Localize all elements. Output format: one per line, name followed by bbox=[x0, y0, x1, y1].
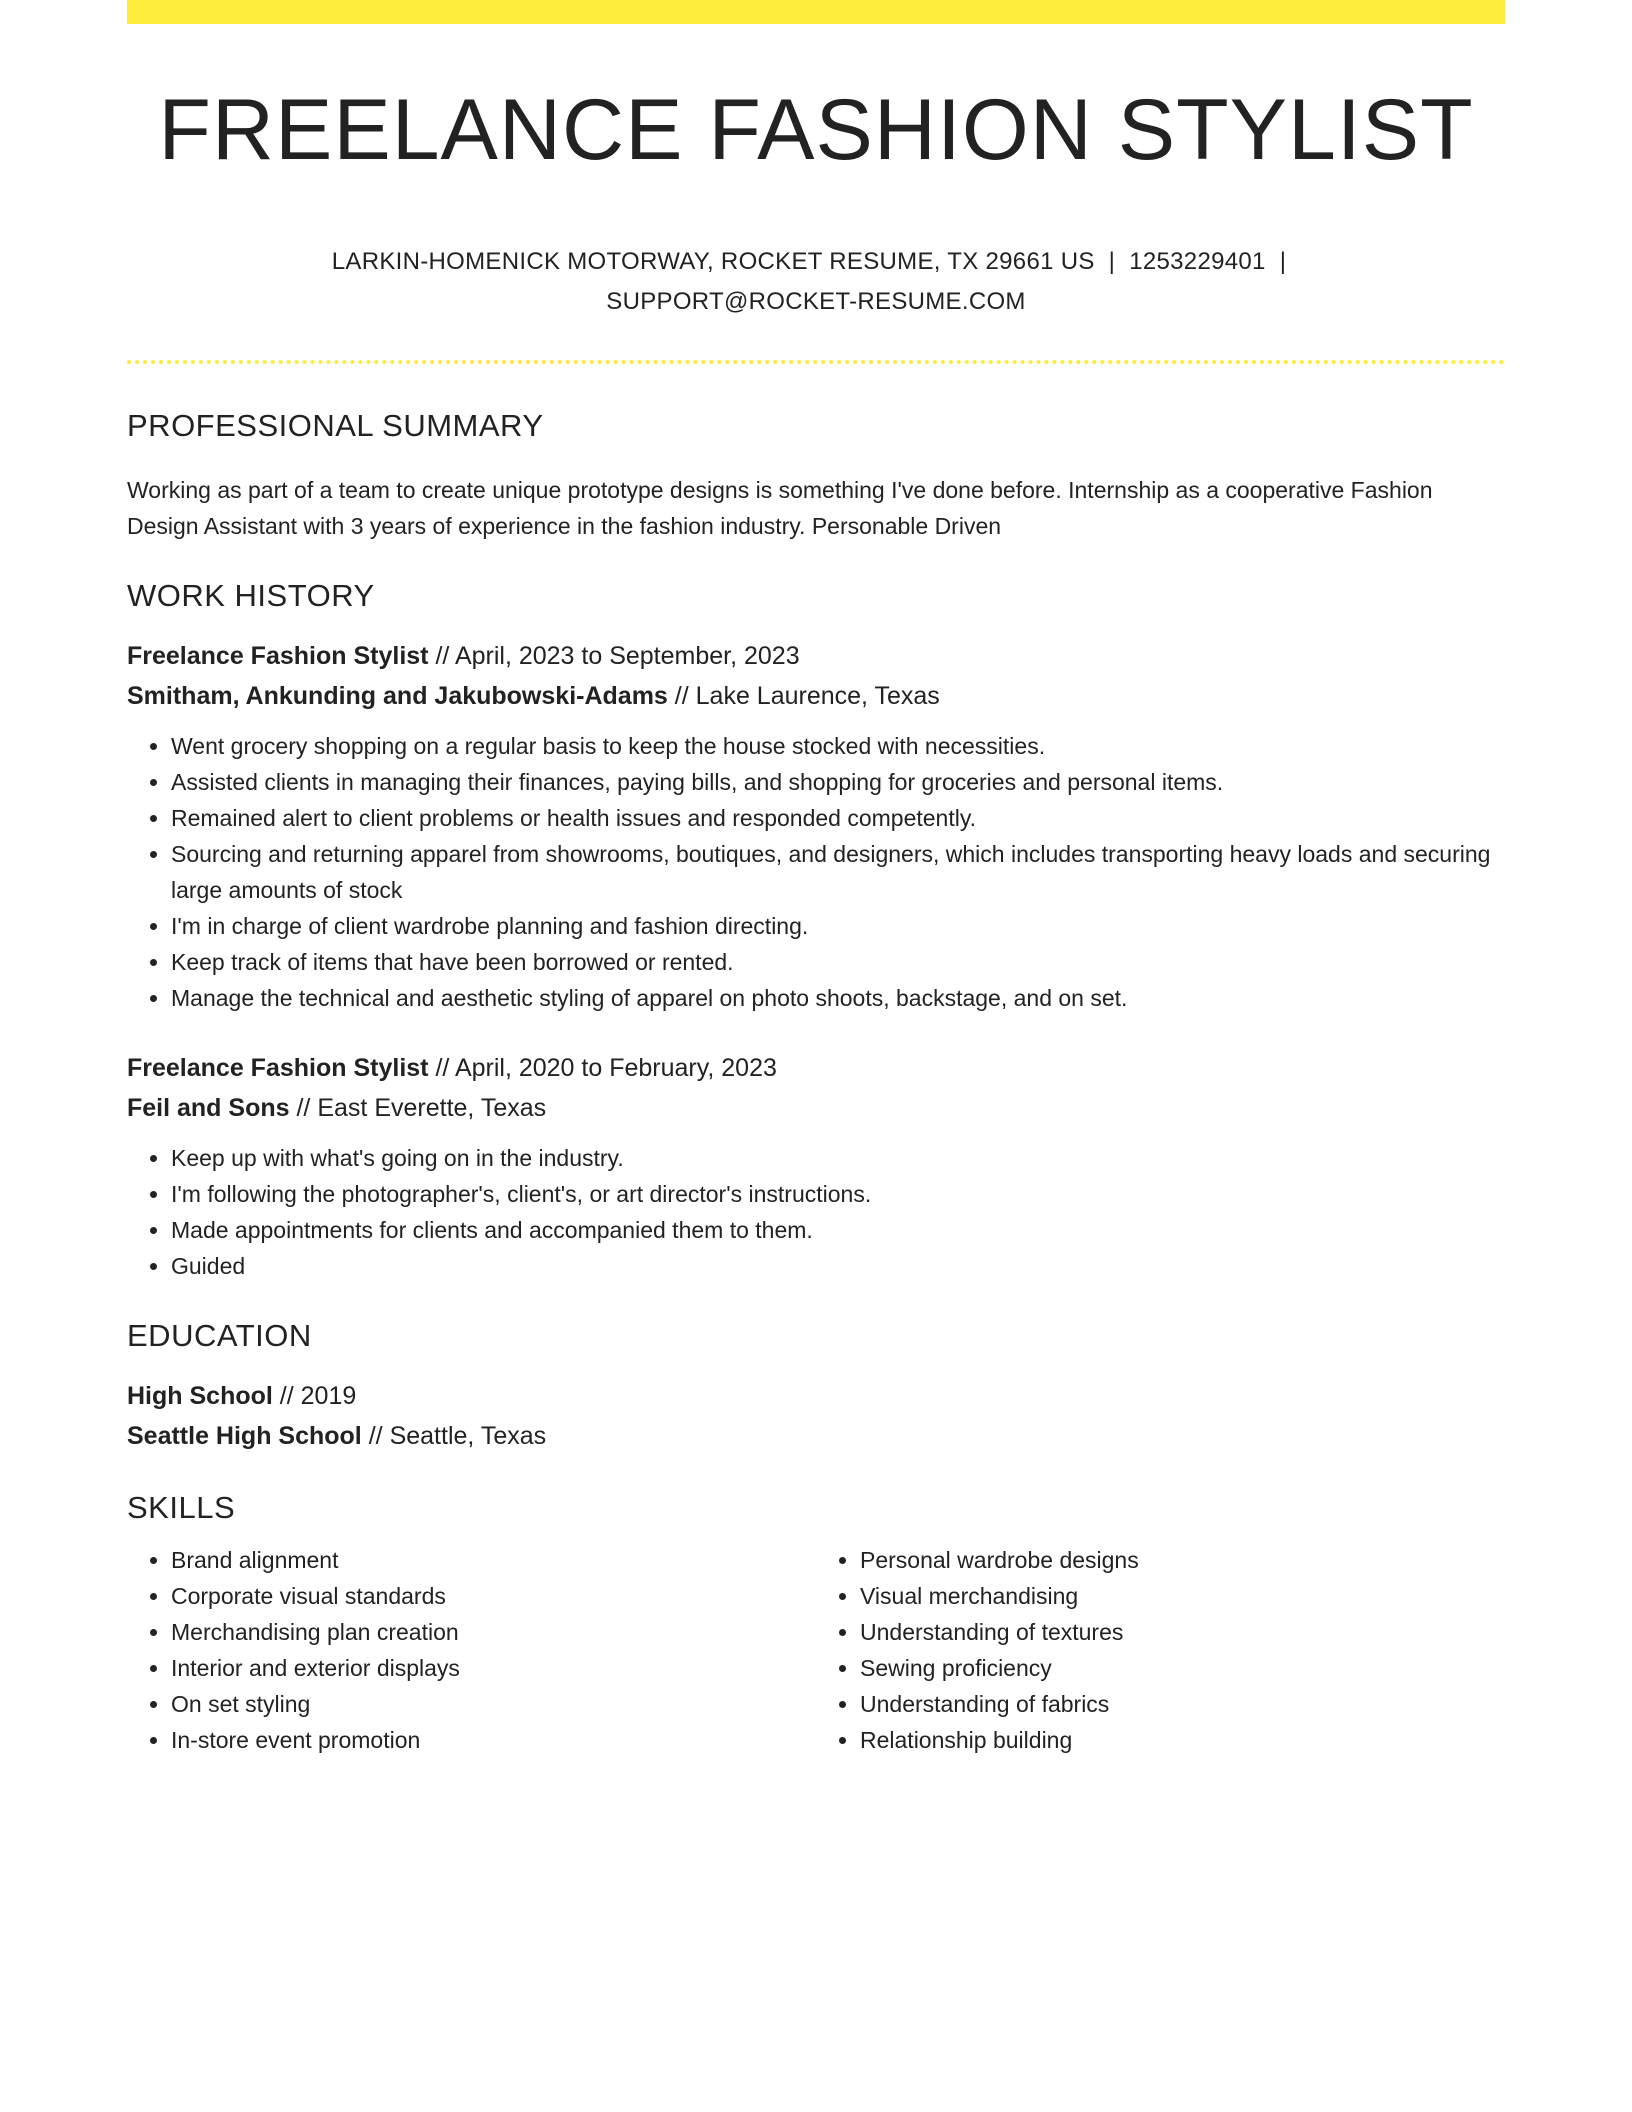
education-delimiter: // bbox=[368, 1422, 383, 1450]
summary-text: Working as part of a team to create unique prototype designs is something I've done before. Internship as a cooperative Fashion Design Assistant with 3 years of experience in the fashion industry. Personable Driven bbox=[127, 477, 1433, 539]
work-history-heading: WORK HISTORY bbox=[127, 578, 375, 613]
job-role: Freelance Fashion Stylist bbox=[127, 642, 429, 670]
list-item: • Sourcing and returning apparel from showrooms, boutiques, and designers, which includes transporting heavy loads and securing large amounts of stock bbox=[171, 836, 1505, 908]
list-item: • I'm in charge of client wardrobe planning and fashion directing. bbox=[171, 908, 1505, 944]
job-location: Lake Laurence, Texas bbox=[695, 682, 940, 710]
job-bullet-list bbox=[127, 728, 1505, 1016]
skill-item: • Understanding of textures bbox=[860, 1614, 1505, 1650]
skill-item: • In-store event promotion bbox=[171, 1722, 816, 1758]
skill-item: • Personal wardrobe designs bbox=[860, 1542, 1505, 1578]
job-location: East Everette, Texas bbox=[317, 1094, 547, 1122]
job-bullet-list bbox=[127, 1140, 1505, 1284]
skills-heading: SKILLS bbox=[127, 1490, 236, 1525]
list-item: • Went grocery shopping on a regular basis to keep the house stocked with necessities. bbox=[171, 728, 1505, 764]
contact-address: LARKIN-HOMENICK MOTORWAY, ROCKET RESUME, TX 29661 US bbox=[331, 248, 1095, 275]
accent-top-bar bbox=[127, 0, 1505, 24]
list-item: • Assisted clients in managing their finances, paying bills, and shopping for groceries and personal items. bbox=[171, 764, 1505, 800]
dotted-divider bbox=[127, 360, 1505, 364]
skill-item: • Relationship building bbox=[860, 1722, 1505, 1758]
education-degree-line bbox=[127, 1376, 1505, 1416]
job-delimiter: // bbox=[296, 1094, 311, 1122]
education-delimiter: // bbox=[279, 1382, 294, 1410]
skills-column-left bbox=[127, 1542, 816, 1758]
list-item: • Manage the technical and aesthetic styling of apparel on photo shoots, backstage, and on set. bbox=[171, 980, 1505, 1016]
skill-item: • Sewing proficiency bbox=[860, 1650, 1505, 1686]
skill-item: • Understanding of fabrics bbox=[860, 1686, 1505, 1722]
job-delimiter: // bbox=[435, 1054, 450, 1082]
skill-item: • Corporate visual standards bbox=[171, 1578, 816, 1614]
contact-info bbox=[127, 242, 1505, 322]
skill-item: • Interior and exterior displays bbox=[171, 1650, 816, 1686]
resume-page bbox=[127, 0, 1505, 1758]
education-school: Seattle High School bbox=[127, 1422, 362, 1450]
contact-phone: 1253229401 bbox=[1129, 248, 1266, 275]
job-dates: April, 2020 to February, 2023 bbox=[454, 1054, 777, 1082]
list-item: • Guided bbox=[171, 1248, 1505, 1284]
job-company-line bbox=[127, 676, 1505, 716]
skills-grid bbox=[127, 1542, 1505, 1758]
skill-item: • On set styling bbox=[171, 1686, 816, 1722]
list-item: • Made appointments for clients and accompanied them to them. bbox=[171, 1212, 1505, 1248]
contact-separator: | bbox=[1108, 248, 1116, 275]
education-degree: High School bbox=[127, 1382, 273, 1410]
job-title-line bbox=[127, 1048, 1505, 1088]
job-role: Freelance Fashion Stylist bbox=[127, 1054, 429, 1082]
list-item: • Keep track of items that have been borrowed or rented. bbox=[171, 944, 1505, 980]
skill-item: • Brand alignment bbox=[171, 1542, 816, 1578]
summary-heading: PROFESSIONAL SUMMARY bbox=[127, 408, 544, 443]
list-item: • Keep up with what's going on in the industry. bbox=[171, 1140, 1505, 1176]
contact-email: SUPPORT@ROCKET-RESUME.COM bbox=[606, 288, 1026, 315]
skills-column-right bbox=[816, 1542, 1505, 1758]
job-dates: April, 2023 to September, 2023 bbox=[454, 642, 800, 670]
job-company-line bbox=[127, 1088, 1505, 1128]
education-school-line bbox=[127, 1416, 1505, 1456]
list-item: • Remained alert to client problems or health issues and responded competently. bbox=[171, 800, 1505, 836]
education-year: 2019 bbox=[300, 1382, 357, 1410]
resume-name: FREELANCE FASHION STYLIST bbox=[158, 82, 1474, 178]
education-heading: EDUCATION bbox=[127, 1318, 312, 1353]
job-delimiter: // bbox=[435, 642, 450, 670]
job-company: Smitham, Ankunding and Jakubowski-Adams bbox=[127, 682, 668, 710]
job-delimiter: // bbox=[674, 682, 689, 710]
skill-item: • Merchandising plan creation bbox=[171, 1614, 816, 1650]
contact-separator: | bbox=[1279, 248, 1287, 275]
skill-item: • Visual merchandising bbox=[860, 1578, 1505, 1614]
job-company: Feil and Sons bbox=[127, 1094, 290, 1122]
job-title-line bbox=[127, 636, 1505, 676]
list-item: • I'm following the photographer's, client's, or art director's instructions. bbox=[171, 1176, 1505, 1212]
education-location: Seattle, Texas bbox=[389, 1422, 547, 1450]
